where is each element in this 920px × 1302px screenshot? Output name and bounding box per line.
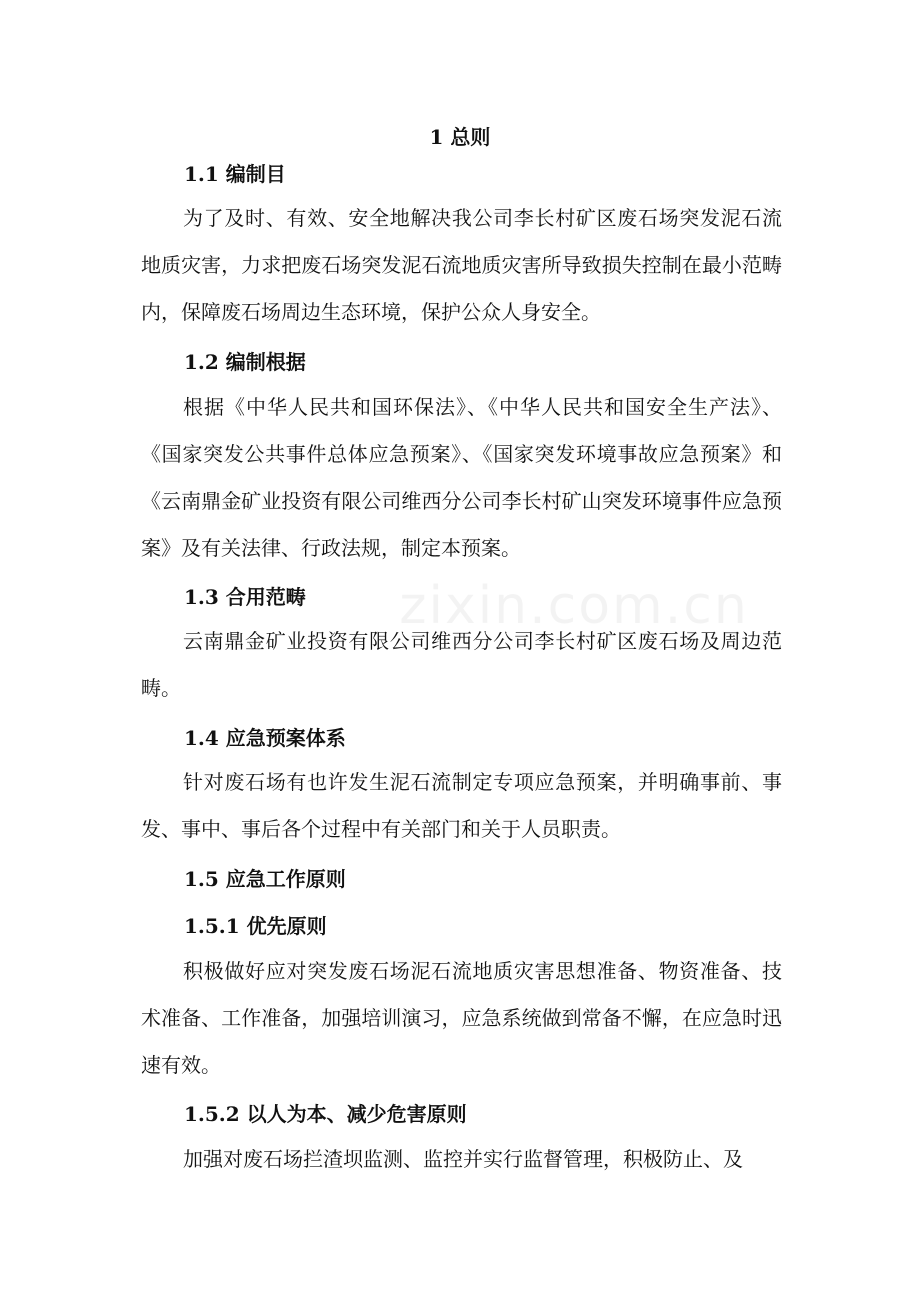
subsection-heading-1-5-1: 1.5.1 优先原则 <box>184 914 327 938</box>
section-body-1-1: 为了及时、有效、安全地解决我公司李长村矿区废石场突发泥石流地质灾害，力求把废石场突发泥石流地质灾害所导致损失控制在最小范畴内，保障废石场周边生态环境，保护公众人身安全。 <box>141 206 782 324</box>
section-heading-1-3: 1.3 合用范畴 <box>184 585 306 609</box>
subsection-body-1-5-1: 积极做好应对突发废石场泥石流地质灾害思想准备、物资准备、技术准备、工作准备，加强培训演习，应急系统做到常备不懈，在应急时迅速有效。 <box>141 959 782 1077</box>
section-heading-1-2: 1.2 编制根据 <box>184 350 306 374</box>
section-body-1-3: 云南鼎金矿业投资有限公司维西分公司李长村矿区废石场及周边范畴。 <box>141 629 782 700</box>
section-body-1-4: 针对废石场有也许发生泥石流制定专项应急预案，并明确事前、事发、事中、事后各个过程中有关部门和关于人员职责。 <box>141 770 782 841</box>
chapter-title: 1 总则 <box>429 125 491 149</box>
subsection-body-1-5-2: 加强对废石场拦渣坝监测、监控并实行监督管理，积极防止、及 <box>183 1147 743 1171</box>
section-heading-1-1: 1.1 编制目 <box>184 162 286 186</box>
section-heading-1-4: 1.4 应急预案体系 <box>184 726 346 750</box>
subsection-heading-1-5-2: 1.5.2 以人为本、减少危害原则 <box>184 1102 467 1126</box>
section-heading-1-5: 1.5 应急工作原则 <box>184 867 346 891</box>
section-body-1-2: 根据《中华人民共和国环保法》、《中华人民共和国安全生产法》、《国家突发公共事件总体应急预案》、《国家突发环境事故应急预案》和《云南鼎金矿业投资有限公司维西分公司李长村矿山突发环境事件应急预案》及有关法律、行政法规，制定本预案。 <box>141 395 782 560</box>
